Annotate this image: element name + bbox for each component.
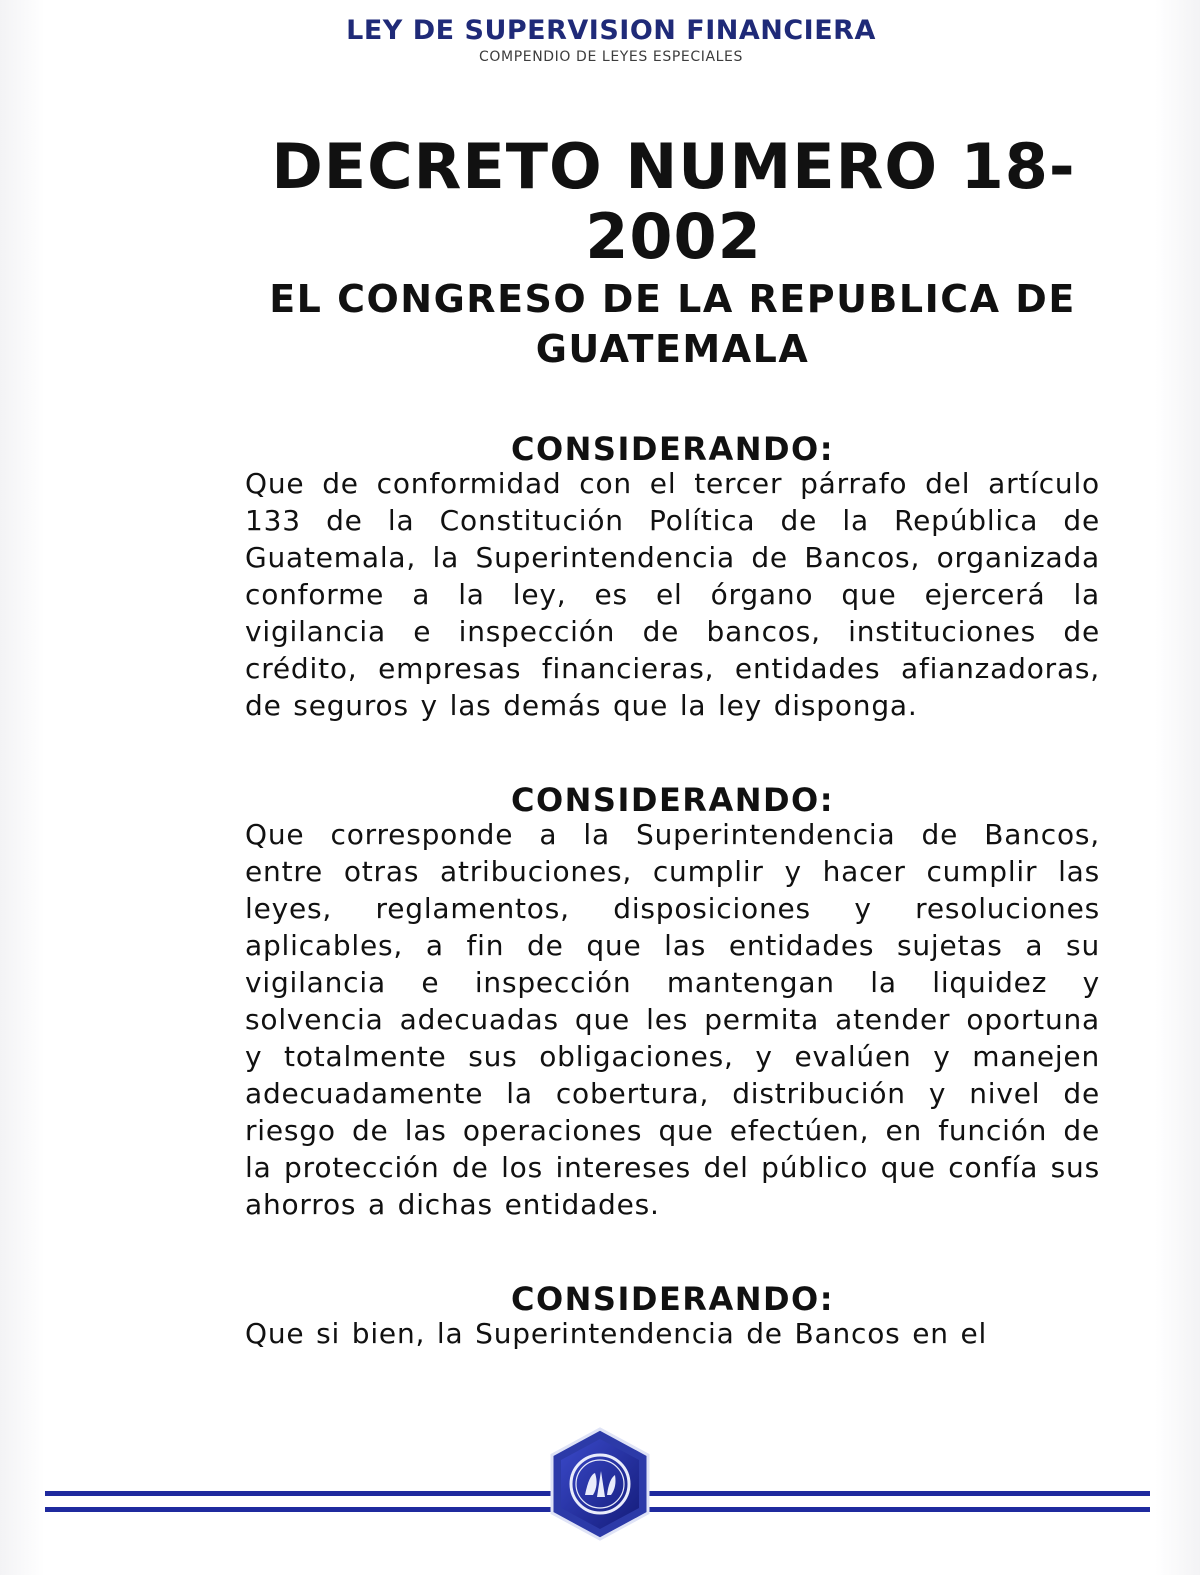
header-subtitle: COMPENDIO DE LEYES ESPECIALES: [479, 49, 743, 65]
institution-emblem-icon: [545, 1425, 655, 1545]
section-heading: CONSIDERANDO:: [510, 1280, 835, 1318]
page-footer: [45, 1425, 1150, 1545]
section-heading: CONSIDERANDO:: [510, 430, 835, 468]
considerando-section-2: [245, 780, 1100, 1223]
header-title: LEY DE SUPERVISION FINANCIERA: [346, 15, 876, 46]
considerando-section-1: [245, 429, 1100, 724]
section-paragraph: Que de conformidad con el tercer párrafo del artículo 133 de la Constitución Política de la República de Guatemala, la Superintendencia de Bancos, organizada conforme a la ley, es el órgano que ejercerá la vigilancia e inspección de bancos, instituciones de crédito, empresas financieras, entidades afianzadoras, de seguros y las demás que la ley disponga.: [245, 467, 1100, 722]
considerando-section-3: [245, 1279, 1100, 1352]
congress-title: EL CONGRESO DE LA REPUBLICA DE GUATEMALA: [269, 277, 1076, 371]
decree-title: DECRETO NUMERO 18-2002: [271, 130, 1076, 273]
section-paragraph: Que si bien, la Superintendencia de Bancos en el: [245, 1317, 988, 1350]
section-paragraph: Que corresponde a la Superintendencia de Bancos, entre otras atribuciones, cumplir y hacer cumplir las leyes, reglamentos, disposiciones y resoluciones aplicables, a fin de que las entidades sujetas a su vigilancia e inspección mantengan la liquidez y solvencia adecuadas que les permita atender oportuna y totalmente sus obligaciones, y evalúen y manejen adecuadamente la cobertura, distribución y nivel de riesgo de las operaciones que efectúen, en función de la protección de los intereses del público que confía sus ahorros a dichas entidades.: [245, 818, 1100, 1221]
page-header: [0, 14, 1200, 66]
section-heading: CONSIDERANDO:: [510, 781, 835, 819]
document-body: [245, 132, 1100, 1352]
page-right-margin: [1155, 0, 1200, 1575]
page-left-margin: [0, 0, 45, 1575]
